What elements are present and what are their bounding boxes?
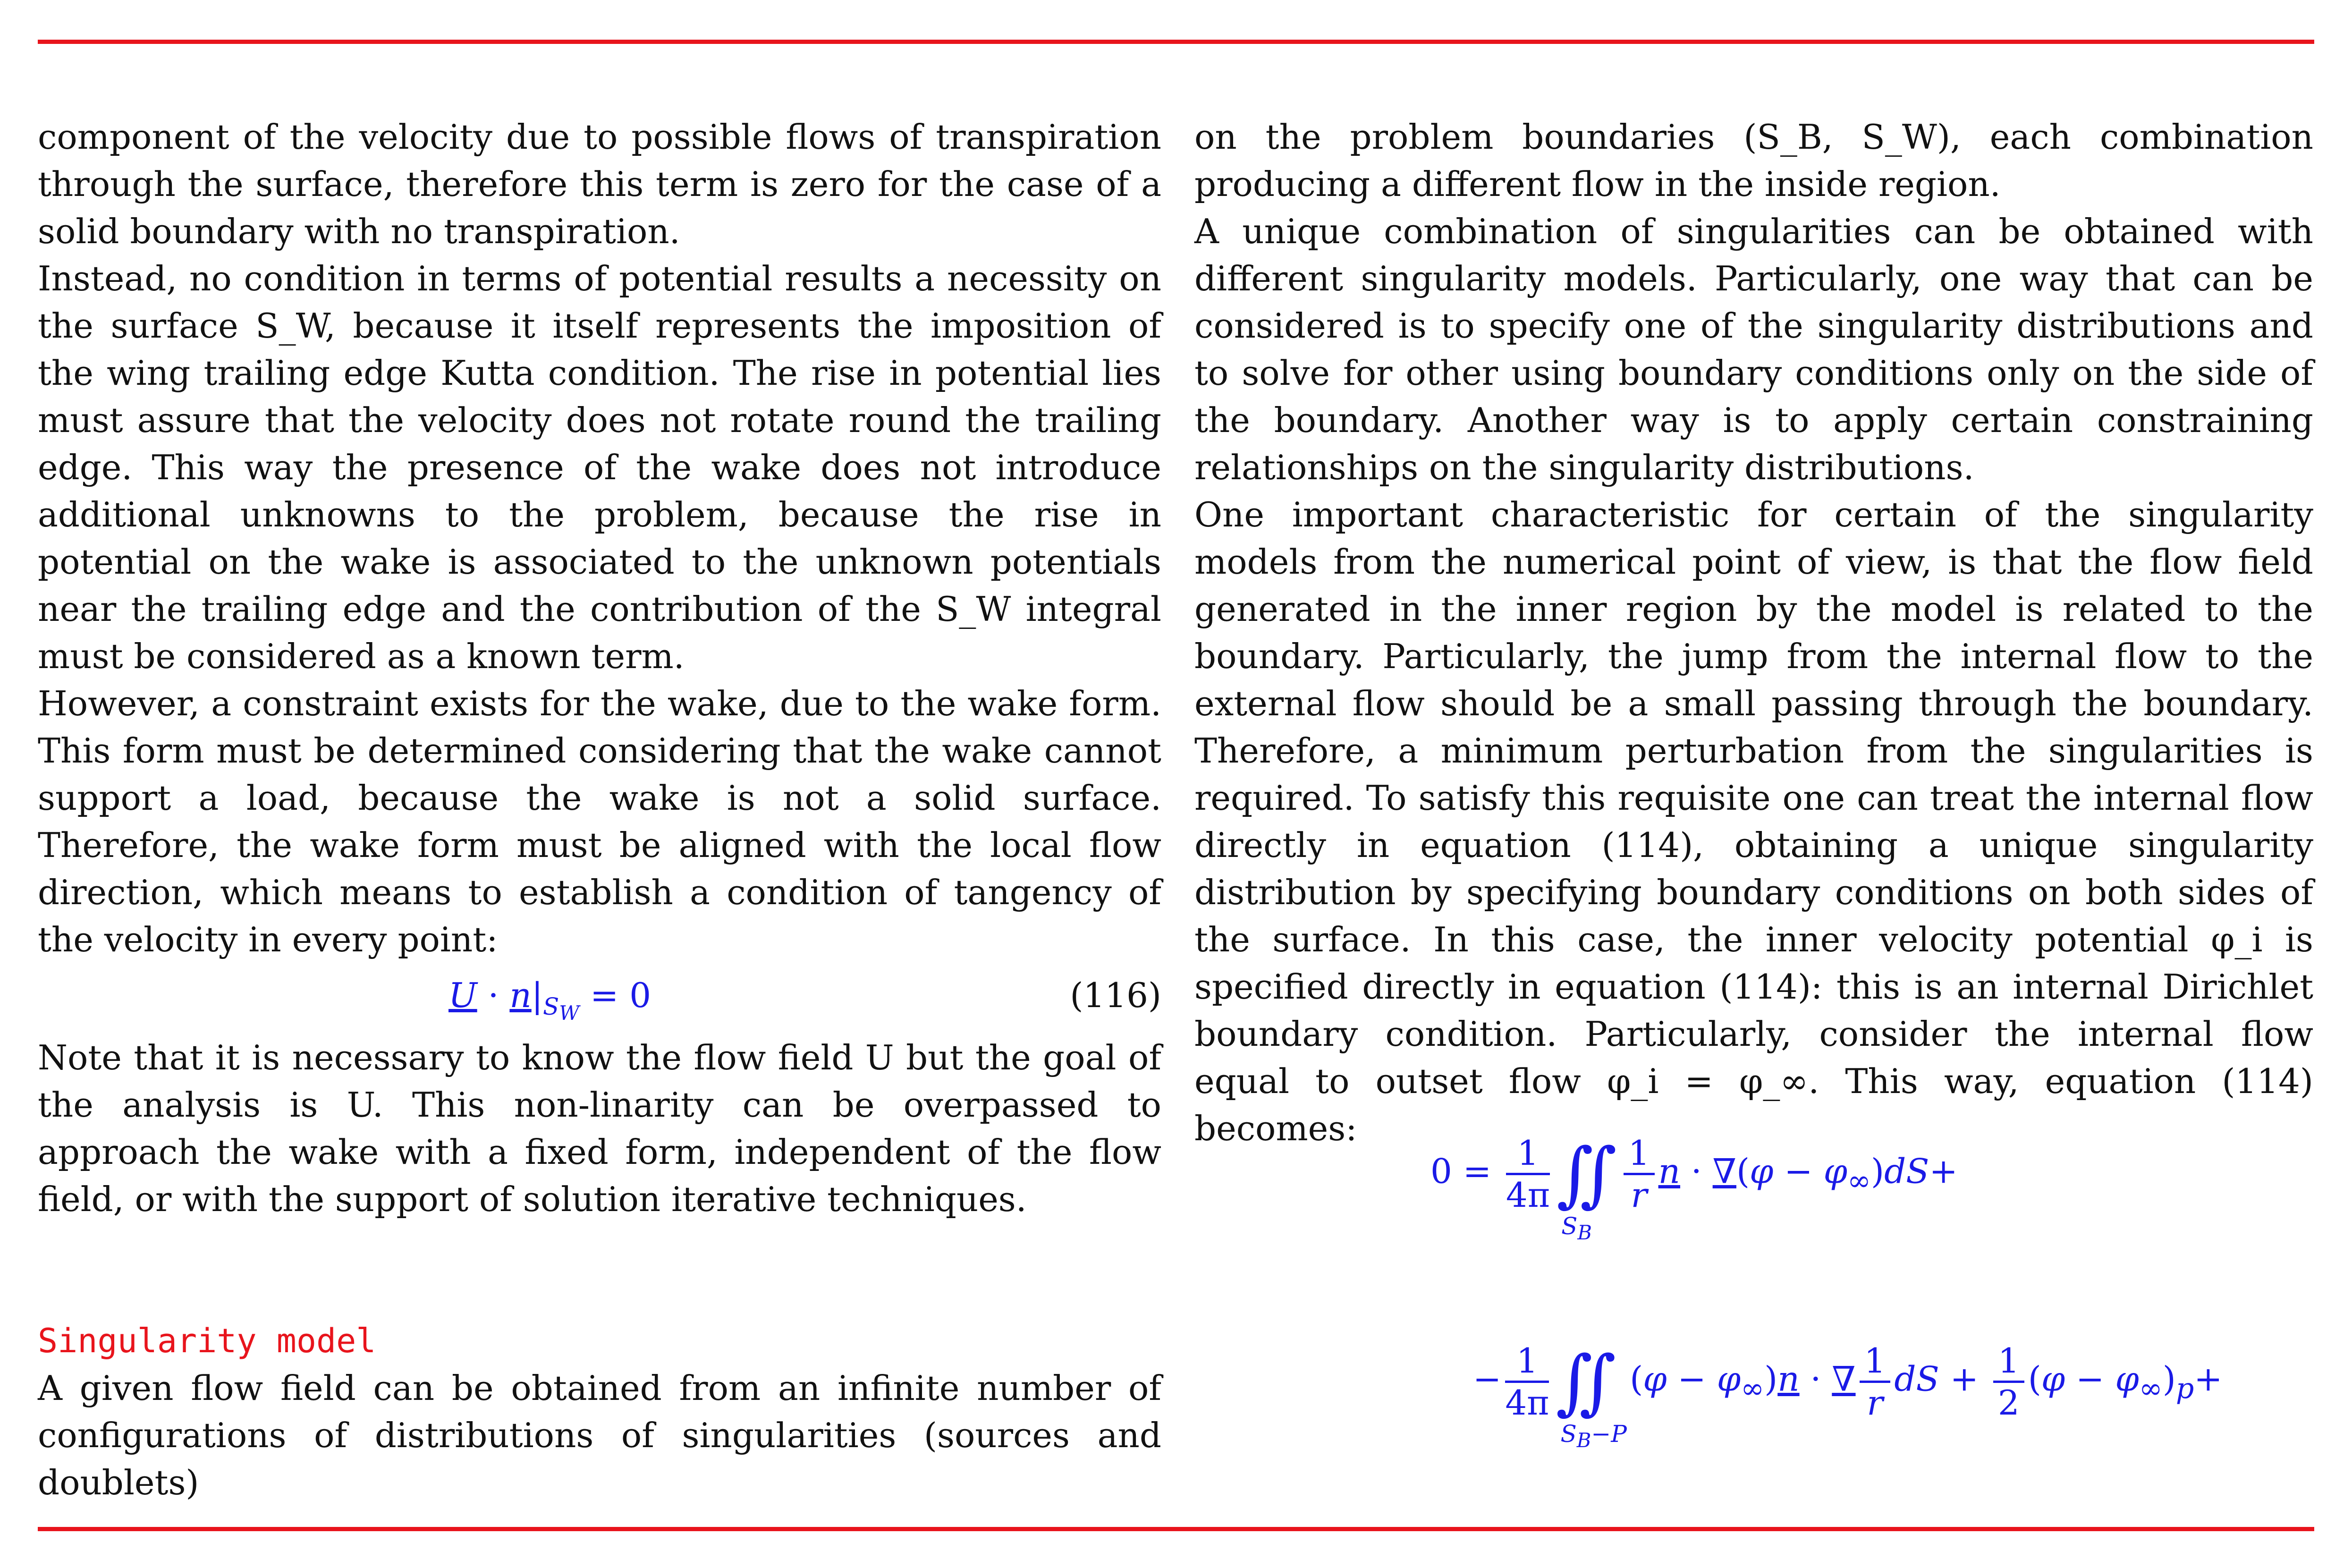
- equation-number: (116): [1070, 975, 1161, 1015]
- paragraph: Instead, no condition in terms of potential results a necessity on the surface S_W, because it itself represents the imposition of the wing trailing edge Kutta condition. The rise in potential lies must assure that the velocity does not rotate round the trailing edge. This way the presence of the wake does not introduce additional unknowns to the problem, because the rise in potential on the wake is associated to the unknown potentials near the trailing edge and the contribution of the S_W integral must be considered as a known term.: [38, 259, 1161, 676]
- paragraph: One important characteristic for certain of the singularity models from the numerical point of view, is that the flow field generated in the inner region by the model is related to the boundary. Particularly, the jump from the internal flow to the external flow should be a small passing through the boundary. Therefore, a minimum perturbation from the singularities is required. To satisfy this requisite one can treat the internal flow directly in equation (114), obtaining a unique singularity distribution by specifying boundary conditions on both sides of the surface. In this case, the inner velocity potential φ_i is specified directly in equation (114): this is an internal Dirichlet boundary condition. Particularly, consider the internal flow equal to outset flow φ_i = φ_∞. This way, equation (114) becomes:: [1194, 495, 2313, 1148]
- paragraph: component of the velocity due to possible flows of transpiration through the surface, therefore this term is zero for the case of a solid boundary with no transpiration.: [38, 117, 1161, 251]
- double-integral: ∬ $S_B$: [1557, 1133, 1617, 1244]
- equation-116: [38, 963, 1161, 1034]
- bottom-rule: [38, 1527, 2314, 1531]
- double-integral: ∬ $S_B-P$: [1556, 1340, 1627, 1452]
- paragraph: on the problem boundaries (S_B, S_W), each combination producing a different flow in the inside region.: [1194, 117, 2313, 204]
- left-column: [38, 113, 1161, 1506]
- paragraph: However, a constraint exists for the wake, due to the wake form. This form must be determined considering that the wake cannot support a load, because the wake is not a solid surface. Therefore, the wake form must be aligned with the local flow direction, which means to establish a condition of tangency of the velocity in every point:: [38, 684, 1161, 959]
- paragraph: A given flow field can be obtained from an infinite number of configurations of distributions of singularities (sources and doublets): [38, 1368, 1161, 1502]
- top-rule: [38, 40, 2314, 44]
- paragraph: A unique combination of singularities can be obtained with different singularity models. Particularly, one way that can be considered is to specify one of the singularity distributions and to solve for other using boundary conditions only on the side of the boundary. Another way is to apply certain constraining relationships on the singularity distributions.: [1194, 212, 2313, 487]
- section-title: Singularity model: [38, 1322, 376, 1360]
- equation-line-2: − $\frac{1}{4\pi}$ ∬ $S_B-P$ $(\varphi - \varphi_\infty)n$ · ∇ $\frac{1}{r}$ dS + $\frac{1}{2}$ $(\varphi - \varphi_\infty)_p+$: [1473, 1340, 2223, 1452]
- right-column: [1194, 113, 2313, 1152]
- paragraph: Note that it is necessary to know the flow field U but the goal of the analysis is U. This non-linarity can be overpassed to approach the wake with a fixed form, independent of the flow field, or with the support of solution iterative techniques.: [38, 1038, 1161, 1219]
- equation-line-1: 0 = $\frac{1}{4\pi}$ ∬ $S_B$ $\frac{1}{r}$ $n \cdot \nabla(\varphi - \varphi_\infty)dS+$: [1430, 1133, 1958, 1244]
- equation-116-expression: $U \cdot n|_{S_W} = 0$: [448, 975, 651, 1025]
